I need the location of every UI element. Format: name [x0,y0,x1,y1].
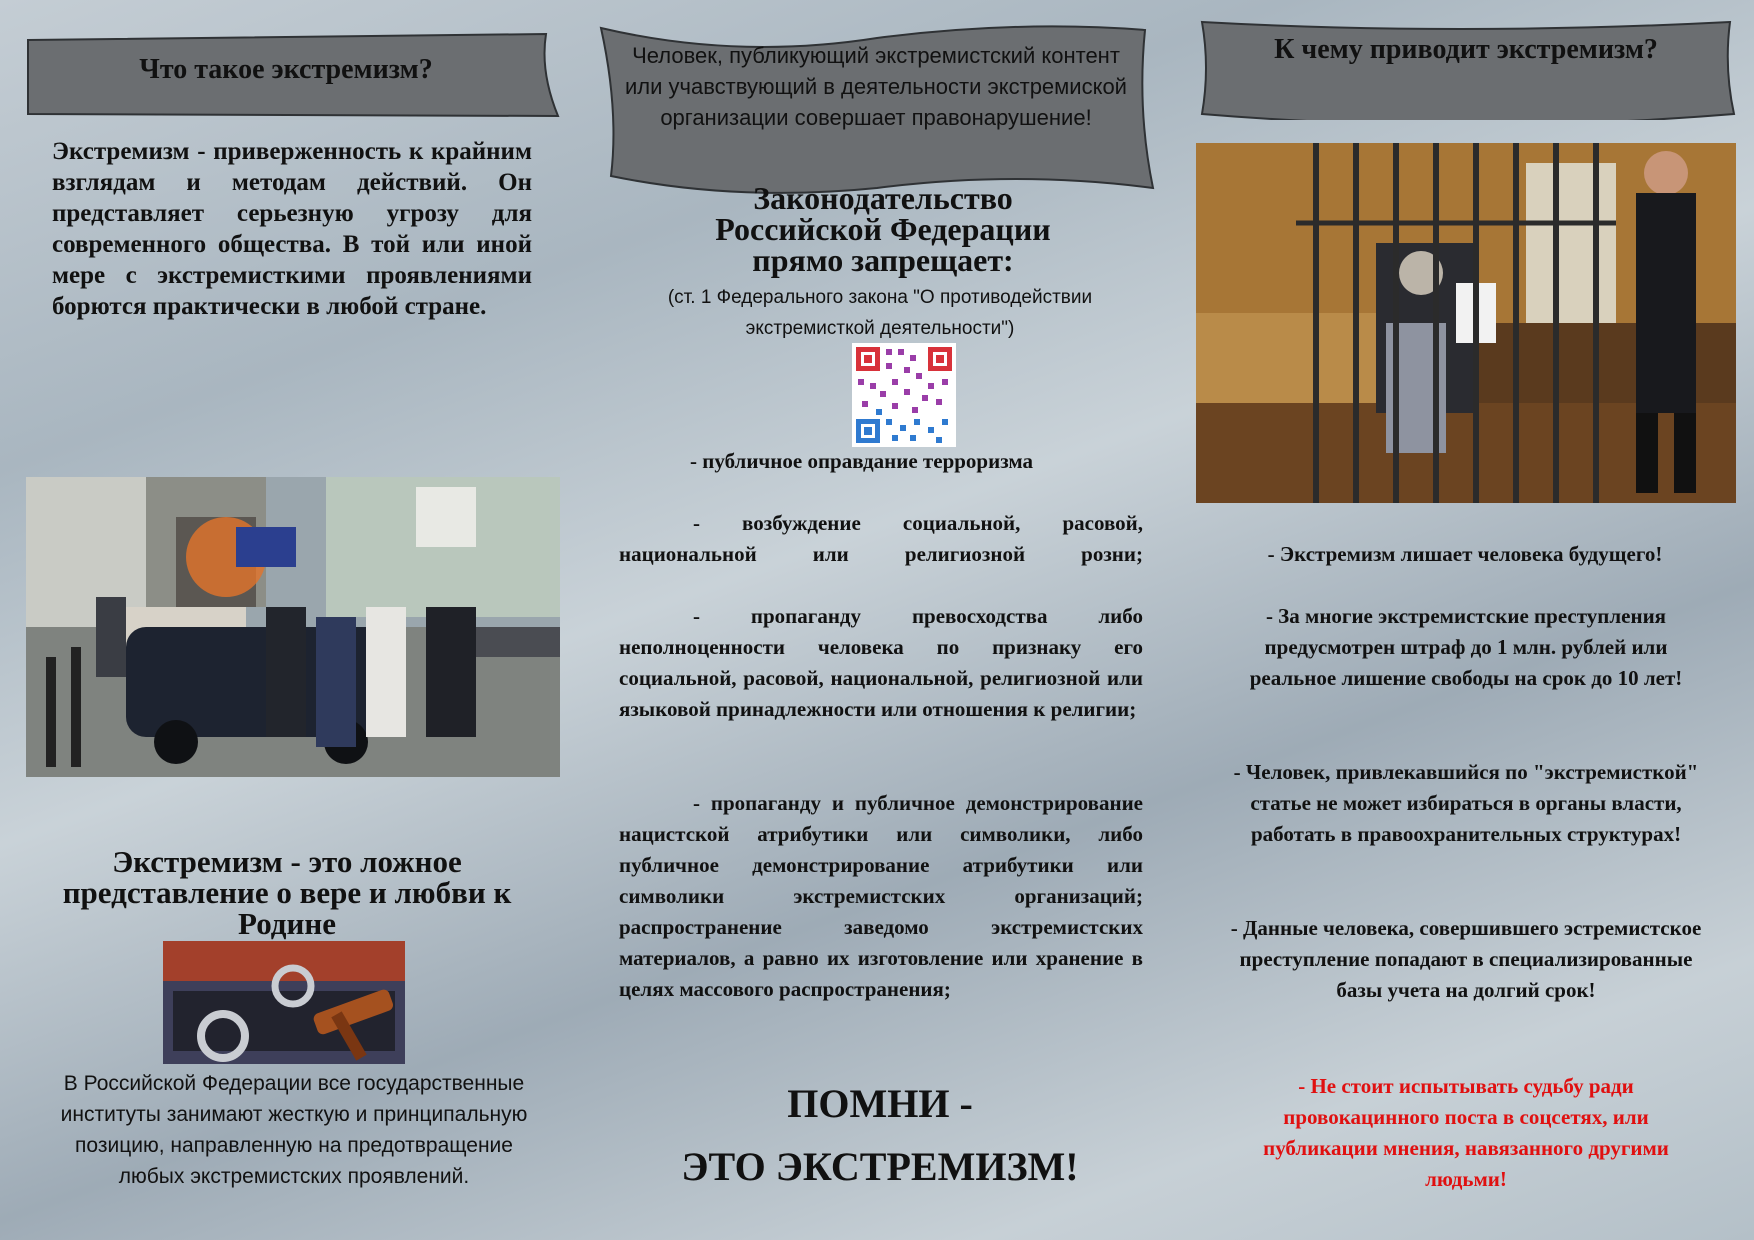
law-item-2-text: - возбуждение социальной, расовой, национальной или религиозной розни; [619,511,1143,566]
consequence-3: - Человек, привлекавшийся по "экстремисткой" статье не может избираться в органы власти, работать в правоохранительных структурах! [1233,760,1699,846]
law-title: Законодательство Российской Федерации прямо запрещает: [715,180,1051,278]
riot-photo [26,477,560,777]
left-banner-title: Что такое экстремизм? [139,54,433,85]
law-item-1: - публичное оправдание терроризма [690,449,1034,473]
left-heading: Экстремизм - это ложное представление о вере и любви к Родине [62,844,512,941]
left-bottom-text: В Российской Федерации все государственные институты занимают жесткую и принципальную позицию, направленную на предотвращение любых экстремистских проявлений. [60,1072,528,1188]
middle-banner-text: Человек, публикующий экстремистский контент или учавствующий в деятельности экстремиской организации совершает правонарушение! [625,43,1127,130]
courtroom-illustration [1196,143,1736,503]
right-banner [1196,18,1736,120]
qr-code[interactable] [852,343,956,447]
courtroom-photo [1196,143,1736,503]
extremism-definition: Экстремизм - приверженность к крайним взглядам и методам действий. Он представляет серьезную угрозу для современного общества. В той или иной мере с экстремисткими проявлениями борются практически в любой стране. [52,138,532,320]
warning-text: - Не стоит испытывать судьбу ради провокацинного поста в соцсетях, или публикации мнения, навязанного другими людьми! [1263,1074,1669,1191]
handcuffs-photo [163,941,405,1064]
left-banner [26,32,560,118]
law-item-3 [619,601,1143,725]
remember-line-2: ЭТО ЭКСТРЕМИЗМ! [681,1144,1079,1189]
qr-code-pattern [852,343,956,447]
consequence-1: - Экстремизм лишает человека будущего! [1267,542,1663,566]
middle-banner [597,20,1155,196]
remember-line-1: ПОМНИ - [787,1081,973,1126]
consequence-4: - Данные человека, совершившего эстремистское преступление попадают в специализированные базы учета на долгий срок! [1230,916,1702,1002]
law-reference: (ст. 1 Федерального закона "О противодействии экстремисткой деятельности") [667,287,1093,339]
law-item-2 [619,508,1143,570]
consequence-2: - За многие экстремистские преступления предусмотрен штраф до 1 млн. рублей или реальное лишение свободы на срок до 10 лет! [1249,604,1683,690]
riot-illustration [26,477,560,777]
law-item-4 [619,788,1143,1005]
handcuffs-illustration [163,941,405,1064]
law-item-3-text: - пропаганду превосходства либо неполноценности человека по признаку его социальной, расовой, национальной, религиозной или языковой принадлежности или отношения к религии; [619,604,1143,721]
right-banner-title: К чему приводит экстремизм? [1274,34,1658,65]
law-item-4-text: - пропаганду и публичное демонстрирование нацистской атрибутики или символики, либо публичное демонстрирование атрибутики или символики экстремистских организаций; распространение заведомо экстремистских материалов, а равно их изготовление или хранение в целях массового распространения; [619,791,1143,1001]
